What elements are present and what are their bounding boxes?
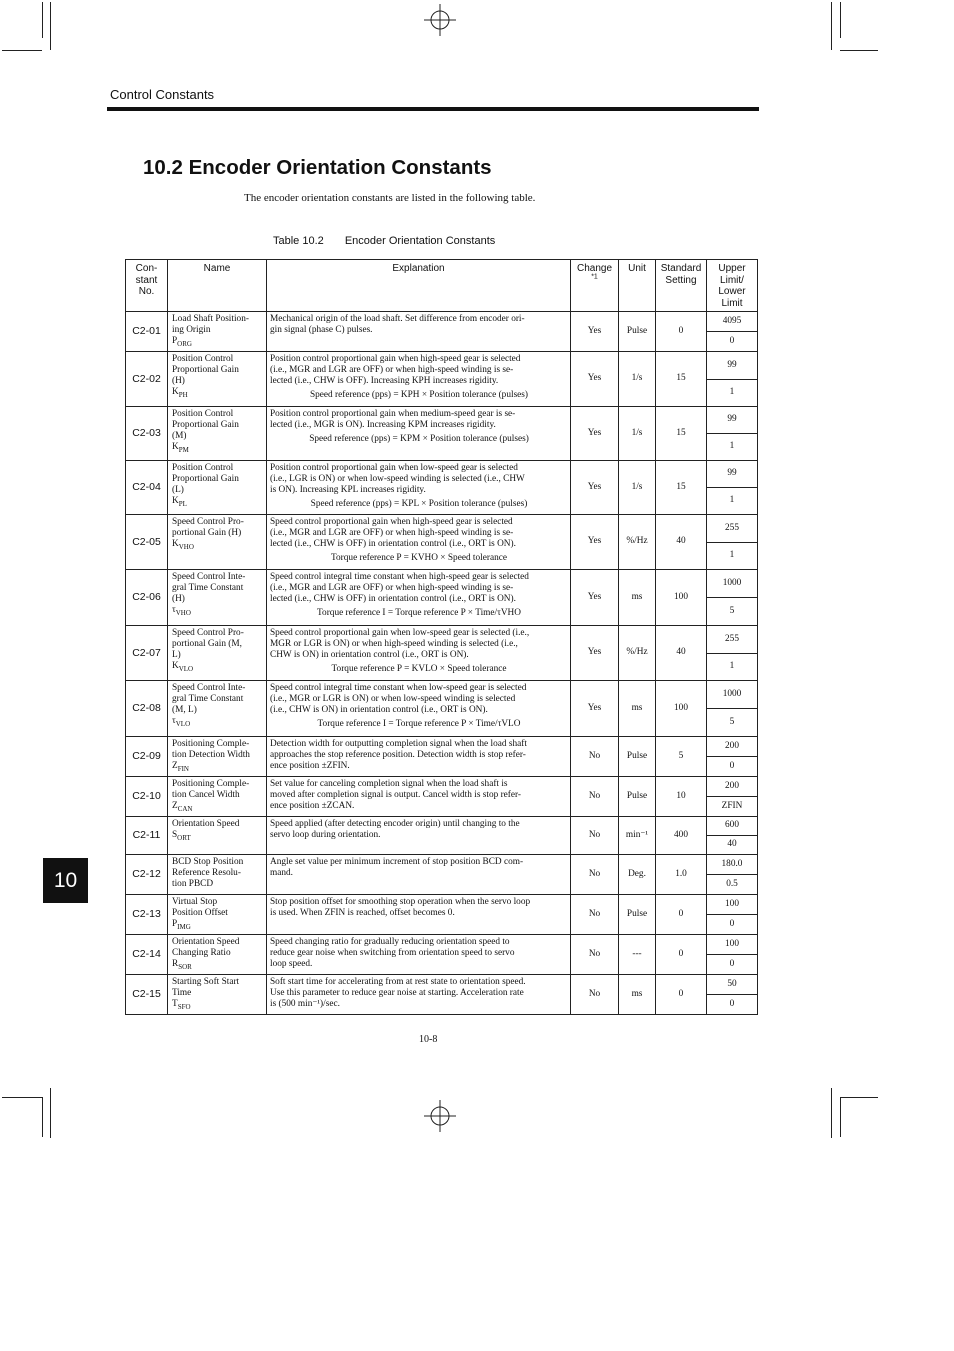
constant-no: C2-01 [126,312,168,352]
col-header-name: Name [168,260,267,312]
explanation-text: Speed control integral time constant when low-speed gear is selected (i.e., MGR or LGR is ON) or when low-speed winding is selected (i.e., CHW is ON) in orientation control (i.e., ORT is ON). [270,683,527,716]
constant-no: C2-08 [126,681,168,737]
table-row [126,681,758,709]
unit-value: ms [619,570,656,626]
lower-limit: 5 [707,709,758,737]
table-row [126,975,758,995]
upper-limit: 200 [707,737,758,757]
standard-setting: 15 [656,407,707,461]
constant-name-text: Speed Control Inte- gral Time Constant (M, L) [172,683,246,716]
change-value: No [571,935,619,975]
explanation-text: Position control proportional gain when medium-speed gear is se- lected (i.e., MGR is ON). Increasing KPM increases rigidity. [270,409,516,431]
constant-name [168,407,267,461]
unit-value: %/Hz [619,515,656,570]
lower-limit: 1 [707,434,758,461]
unit-value: Deg. [619,855,656,895]
constant-no: C2-12 [126,855,168,895]
unit-value: Pulse [619,777,656,817]
constant-symbol: $\tau_{VHO}$ [172,605,191,618]
standard-setting: 40 [656,626,707,681]
running-head: Control Constants [110,87,215,102]
col-header-explanation: Explanation [267,260,571,312]
constant-explanation [267,895,571,935]
constant-symbol: $S_{ORT}$ [172,830,191,843]
constant-name-text: Orientation Speed [172,819,240,829]
explanation-text: Detection width for outputting completion signal when the load shaft approaches the stop reference position. Detection width is stop refer- ence position ±ZFIN. [270,739,527,772]
change-value: Yes [571,461,619,515]
upper-limit: 600 [707,817,758,836]
standard-setting: 0 [656,312,707,352]
constant-name-text: Position Control Proportional Gain (H) [172,354,239,387]
upper-limit: 99 [707,352,758,380]
unit-value: 1/s [619,352,656,407]
lower-limit: 0 [707,955,758,975]
constant-name-text: Position Control Proportional Gain (L) [172,463,239,496]
change-value: No [571,817,619,855]
constant-explanation [267,312,571,352]
constant-name [168,626,267,681]
constant-name-text: Load Shaft Position- ing Origin [172,314,249,336]
standard-setting: 0 [656,935,707,975]
upper-limit: 255 [707,515,758,543]
constant-name-text: Speed Control Inte- gral Time Constant (H) [172,572,246,605]
explanation-text: Speed applied (after detecting encoder origin) until changing to the servo loop during orientation. [270,819,520,841]
change-value: No [571,777,619,817]
explanation-text: Position control proportional gain when low-speed gear is selected (i.e., LGR is ON) or when low-speed winding is selected (i.e., CHW is ON). Increasing KPL increases rigidity. [270,463,525,496]
table-row [126,570,758,598]
unit-value: Pulse [619,737,656,777]
registration-mark-icon [424,4,456,36]
constant-name [168,935,267,975]
table-row [126,817,758,836]
standard-setting: 15 [656,461,707,515]
constant-no: C2-02 [126,352,168,407]
unit-value: --- [619,935,656,975]
table-number: Table 10.2 [273,235,324,247]
lower-limit: ZFIN [707,797,758,817]
table-row [126,515,758,543]
lower-limit: 1 [707,380,758,407]
constant-explanation [267,975,571,1015]
unit-value: Pulse [619,895,656,935]
constant-explanation [267,855,571,895]
constant-name [168,312,267,352]
lower-limit: 0 [707,915,758,935]
constant-symbol: $P_{ORG}$ [172,336,192,349]
constant-no: C2-15 [126,975,168,1015]
change-value: Yes [571,570,619,626]
constant-explanation [267,737,571,777]
constant-explanation [267,817,571,855]
constant-explanation [267,515,571,570]
constant-explanation [267,681,571,737]
constant-name-text: Orientation Speed Changing Ratio [172,937,240,959]
constant-symbol: $K_{VLO}$ [172,661,194,674]
constant-symbol: $Z_{CAN}$ [172,801,193,814]
table-row [126,737,758,757]
col-header-constant-no: Con- stant No. [126,260,168,312]
constant-name [168,855,267,895]
constant-no: C2-05 [126,515,168,570]
change-value: No [571,895,619,935]
table-caption [273,235,513,247]
upper-limit: 255 [707,626,758,654]
lower-limit: 0.5 [707,875,758,895]
explanation-formula: Torque reference P = KVLO × Speed tolerance [331,664,507,675]
constant-name-text: Positioning Comple- tion Detection Width [172,739,250,761]
constant-explanation [267,570,571,626]
change-value: Yes [571,352,619,407]
change-value: Yes [571,681,619,737]
table-row [126,626,758,654]
unit-value: Pulse [619,312,656,352]
constant-symbol: $K_{PH}$ [172,387,188,400]
constant-name [168,975,267,1015]
explanation-text: Speed control proportional gain when high-speed gear is selected (i.e., MGR and LGR are OFF) or when high-speed winding is se- lected (i.e., CHW is OFF) in orientation control (i.e., ORT is ON). [270,517,516,550]
explanation-text: Soft start time for accelerating from at rest state to orientation speed. Use this parameter to reduce gear noise at starting. Acceleration rate is (500 min⁻¹)/sec. [270,977,526,1010]
table-row [126,777,758,797]
constant-name-text: Speed Control Pro- portional Gain (H) [172,517,244,539]
table-row [126,407,758,434]
standard-setting: 0 [656,895,707,935]
change-label: Change [576,263,613,274]
constant-explanation [267,461,571,515]
explanation-formula: Torque reference I = Torque reference P × Time/τVHO [317,608,521,619]
constant-explanation [267,935,571,975]
constant-symbol: $R_{SOR}$ [172,959,192,972]
lower-limit: 0 [707,995,758,1015]
page-number: 10-8 [419,1034,438,1045]
explanation-formula: Torque reference P = KVHO × Speed tolerance [331,553,507,564]
constant-name [168,681,267,737]
lower-limit: 40 [707,836,758,855]
standard-setting: 40 [656,515,707,570]
constant-symbol: $T_{SFO}$ [172,999,191,1012]
unit-value: %/Hz [619,626,656,681]
constant-no: C2-03 [126,407,168,461]
header-rule [107,107,759,111]
change-value: Yes [571,407,619,461]
constant-name [168,461,267,515]
constant-no: C2-06 [126,570,168,626]
constant-name [168,352,267,407]
unit-value: ms [619,975,656,1015]
constant-symbol: $K_{PM}$ [172,442,189,455]
constant-name-text: Position Control Proportional Gain (M) [172,409,239,442]
upper-limit: 180.0 [707,855,758,875]
explanation-text: Speed changing ratio for gradually reducing orientation speed to reduce gear noise when switching from orientation speed to servo loop speed. [270,937,515,970]
table-row [126,461,758,488]
unit-value: 1/s [619,461,656,515]
constant-name [168,817,267,855]
upper-limit: 1000 [707,570,758,598]
constant-explanation [267,777,571,817]
chapter-tab: 10 [43,858,88,903]
explanation-text: Angle set value per minimum increment of stop position BCD com- mand. [270,857,524,879]
lower-limit: 0 [707,332,758,352]
constant-name-text: Speed Control Pro- portional Gain (M, L) [172,628,244,661]
constant-symbol: $K_{PL}$ [172,496,187,509]
upper-limit: 99 [707,407,758,434]
standard-setting: 400 [656,817,707,855]
constant-name-text: BCD Stop Position Reference Resolu- tion PBCD [172,857,244,890]
constant-name-text: Virtual Stop Position Offset [172,897,228,919]
constant-symbol: $P_{IMG}$ [172,919,191,932]
constant-name [168,737,267,777]
explanation-text: Speed control integral time constant when high-speed gear is selected (i.e., MGR and LGR are OFF) or when high-speed winding is se- lected (i.e., CHW is OFF) in orientation control (i.e., ORT is ON). [270,572,529,605]
constant-no: C2-04 [126,461,168,515]
explanation-formula: Speed reference (pps) = KPH × Position tolerance (pulses) [309,390,529,401]
explanation-formula: Torque reference I = Torque reference P × Time/τVLO [317,719,521,730]
change-value: Yes [571,515,619,570]
lower-limit: 1 [707,654,758,681]
change-note: *1 [591,273,598,281]
lower-limit: 1 [707,543,758,570]
constant-no: C2-13 [126,895,168,935]
standard-setting: 1.0 [656,855,707,895]
constant-explanation [267,407,571,461]
col-header-unit: Unit [619,260,656,312]
constant-no: C2-07 [126,626,168,681]
explanation-formula: Speed reference (pps) = KPL × Position tolerance (pulses) [310,499,528,510]
constant-symbol: $\tau_{VLO}$ [172,716,191,729]
explanation-text: Stop position offset for smoothing stop operation when the servo loop is used. When ZFIN is reached, offset becomes 0. [270,897,531,919]
constant-no: C2-11 [126,817,168,855]
constant-name-text: Starting Soft Start Time [172,977,240,999]
table-header-row [126,260,758,312]
upper-limit: 100 [707,895,758,915]
constant-name [168,570,267,626]
table-row [126,312,758,332]
upper-limit: 200 [707,777,758,797]
constant-no: C2-10 [126,777,168,817]
table-row [126,935,758,955]
intro-text: The encoder orientation constants are listed in the following table. [244,192,536,204]
lower-limit: 5 [707,598,758,626]
unit-value: 1/s [619,407,656,461]
constant-name [168,515,267,570]
change-value: No [571,737,619,777]
standard-setting: 100 [656,570,707,626]
change-value: Yes [571,626,619,681]
explanation-text: Speed control proportional gain when low-speed gear is selected (i.e., MGR or LGR is ON) or when high-speed winding is selected (i.e., CHW is ON) in orientation control (i.e., ORT is ON). [270,628,530,661]
constant-explanation [267,352,571,407]
constants-table [125,259,758,1015]
registration-mark-icon [424,1100,456,1132]
explanation-text: Set value for canceling completion signal when the load shaft is moved after completion signal is output. Cancel width is stop refer- ence position ±ZCAN. [270,779,522,812]
explanation-text: Position control proportional gain when high-speed gear is selected (i.e., MGR and LGR are OFF) or when high-speed winding is se- lected (i.e., CHW is OFF). Increasing KPH increases rigidity. [270,354,521,387]
table-title: Encoder Orientation Constants [344,235,496,247]
unit-value: min⁻¹ [619,817,656,855]
lower-limit: 1 [707,488,758,515]
page-title: 10.2 Encoder Orientation Constants [143,156,492,179]
constant-symbol: $Z_{FIN}$ [172,761,189,774]
constant-name [168,895,267,935]
standard-setting: 15 [656,352,707,407]
standard-setting: 5 [656,737,707,777]
upper-limit: 50 [707,975,758,995]
standard-setting: 0 [656,975,707,1015]
unit-value: ms [619,681,656,737]
constant-no: C2-14 [126,935,168,975]
standard-setting: 100 [656,681,707,737]
col-header-standard: Standard Setting [656,260,707,312]
change-value: No [571,855,619,895]
constant-no: C2-09 [126,737,168,777]
explanation-formula: Speed reference (pps) = KPM × Position tolerance (pulses) [309,434,529,445]
change-value: No [571,975,619,1015]
upper-limit: 100 [707,935,758,955]
constant-explanation [267,626,571,681]
explanation-text: Mechanical origin of the load shaft. Set difference from encoder ori- gin signal (phase C) pulses. [270,314,525,336]
change-value: Yes [571,312,619,352]
col-header-limits: Upper Limit/ Lower Limit [707,260,758,312]
table-row [126,855,758,875]
upper-limit: 1000 [707,681,758,709]
col-header-change [571,260,619,312]
constant-symbol: $K_{VHO}$ [172,539,194,552]
constant-name [168,777,267,817]
upper-limit: 99 [707,461,758,488]
standard-setting: 10 [656,777,707,817]
lower-limit: 0 [707,757,758,777]
constant-name-text: Positioning Comple- tion Cancel Width [172,779,250,801]
upper-limit: 4095 [707,312,758,332]
table-row [126,352,758,380]
table-row [126,895,758,915]
